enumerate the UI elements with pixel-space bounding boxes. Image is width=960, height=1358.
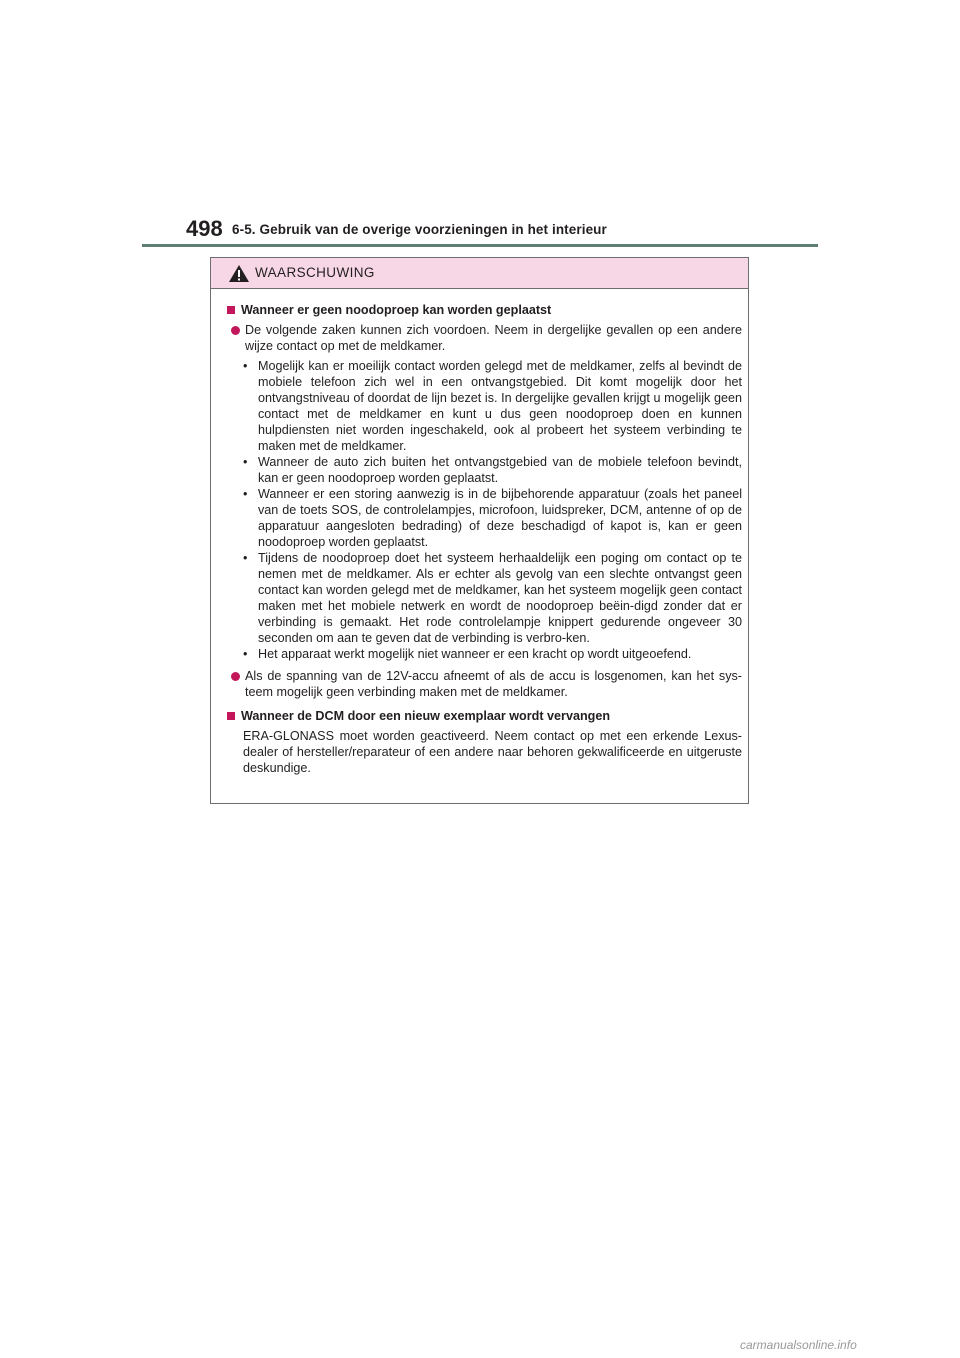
section-paragraph: ERA-GLONASS moet worden geactiveerd. Neem contact op met een erkende Lexus-dealer of hersteller/reparateur of een andere naar behoren gekwalificeerde en uitgeruste deskundige. bbox=[243, 729, 742, 775]
header-rule bbox=[142, 244, 818, 247]
sub-bullet: • bbox=[243, 487, 248, 501]
page-number: 498 bbox=[186, 216, 223, 241]
list-item bbox=[229, 322, 742, 354]
circle-bullet-icon bbox=[231, 326, 240, 335]
sub-bullet: • bbox=[243, 455, 248, 469]
sub-list-item-text: Mogelijk kan er moeilijk contact worden gelegd met de meldkamer, zelfs al bevindt de mobiele telefoon zich wel in een ontvangstgebied. Dit komt mogelijk door het ontvangstniveau of doordat de lijn bezet is. In dergelijke gevallen krijgt u mogelijk geen contact met de meldkamer en kunt u dus geen noodoproep doen en kunnen hulpdiensten niet worden ingeschakeld, ook al probeert het systeem verbinding te maken met de meldkamer. bbox=[258, 359, 742, 453]
sub-list-item-text: Tijdens de noodoproep doet het systeem herhaaldelijk een poging om contact op te nemen met de meldkamer. Als er echter als gevolg van een slechte ontvangst geen contact kan worden gelegd met de meldkamer, kan het systeem mogelijk geen contact maken met het mobiele netwerk en wordt de noodoproep beëin-digd zonder dat er verbinding is gemaakt. Het rode controlelampje knippert gedurende ongeveer 30 seconden om aan te geven dat de verbinding is verbro-ken. bbox=[258, 551, 742, 645]
sub-list-item-text: Het apparaat werkt mogelijk niet wanneer er een kracht op wordt uitgeoefend. bbox=[258, 647, 692, 661]
warning-box bbox=[210, 257, 749, 804]
sub-list-item-text: Wanneer er een storing aanwezig is in de bijbehorende apparatuur (zoals het paneel van de toets SOS, de controlelampjes, microfoon, luidspreker, DCM, antenne of op de apparatuur aangesloten bedrading) of deze beschadigd of kapot is, kan er geen noodoproep worden geplaatst. bbox=[258, 487, 742, 549]
sub-bullet: • bbox=[243, 551, 248, 565]
sub-bullet: • bbox=[243, 647, 248, 661]
section-title: 6-5. Gebruik van de overige voorzieningen in het interieur bbox=[232, 222, 607, 237]
sub-list-item bbox=[243, 550, 742, 646]
warning-triangle-icon bbox=[228, 264, 250, 283]
sub-list-item bbox=[243, 486, 742, 550]
square-bullet-icon bbox=[227, 712, 235, 720]
watermark: carmanualsonline.info bbox=[740, 1338, 857, 1352]
sub-list bbox=[243, 358, 742, 662]
section-heading bbox=[227, 708, 742, 724]
warning-title: WAARSCHUWING bbox=[255, 265, 375, 280]
list-item bbox=[229, 668, 742, 700]
list-item-text: Als de spanning van de 12V-accu afneemt of als de accu is losgenomen, kan het sys-teem mogelijk geen verbinding maken met de meldkamer. bbox=[245, 669, 742, 699]
sub-list-item bbox=[243, 454, 742, 486]
circle-bullet-icon bbox=[231, 672, 240, 681]
sub-list-item bbox=[243, 646, 742, 662]
warning-body bbox=[211, 289, 748, 776]
section-heading-text: Wanneer de DCM door een nieuw exemplaar wordt vervangen bbox=[241, 709, 611, 723]
square-bullet-icon bbox=[227, 306, 235, 314]
section-heading bbox=[227, 302, 742, 318]
section-heading-text: Wanneer er geen noodoproep kan worden geplaatst bbox=[241, 303, 552, 317]
warning-header bbox=[211, 258, 748, 289]
sub-list-item-text: Wanneer de auto zich buiten het ontvangstgebied van de mobiele telefoon bevindt, kan er geen noodoproep worden geplaatst. bbox=[258, 455, 742, 485]
sub-list-item bbox=[243, 358, 742, 454]
list-item-text: De volgende zaken kunnen zich voordoen. Neem in dergelijke gevallen op een andere wijze contact op met de meldkamer. bbox=[245, 323, 742, 353]
sub-bullet: • bbox=[243, 359, 248, 373]
